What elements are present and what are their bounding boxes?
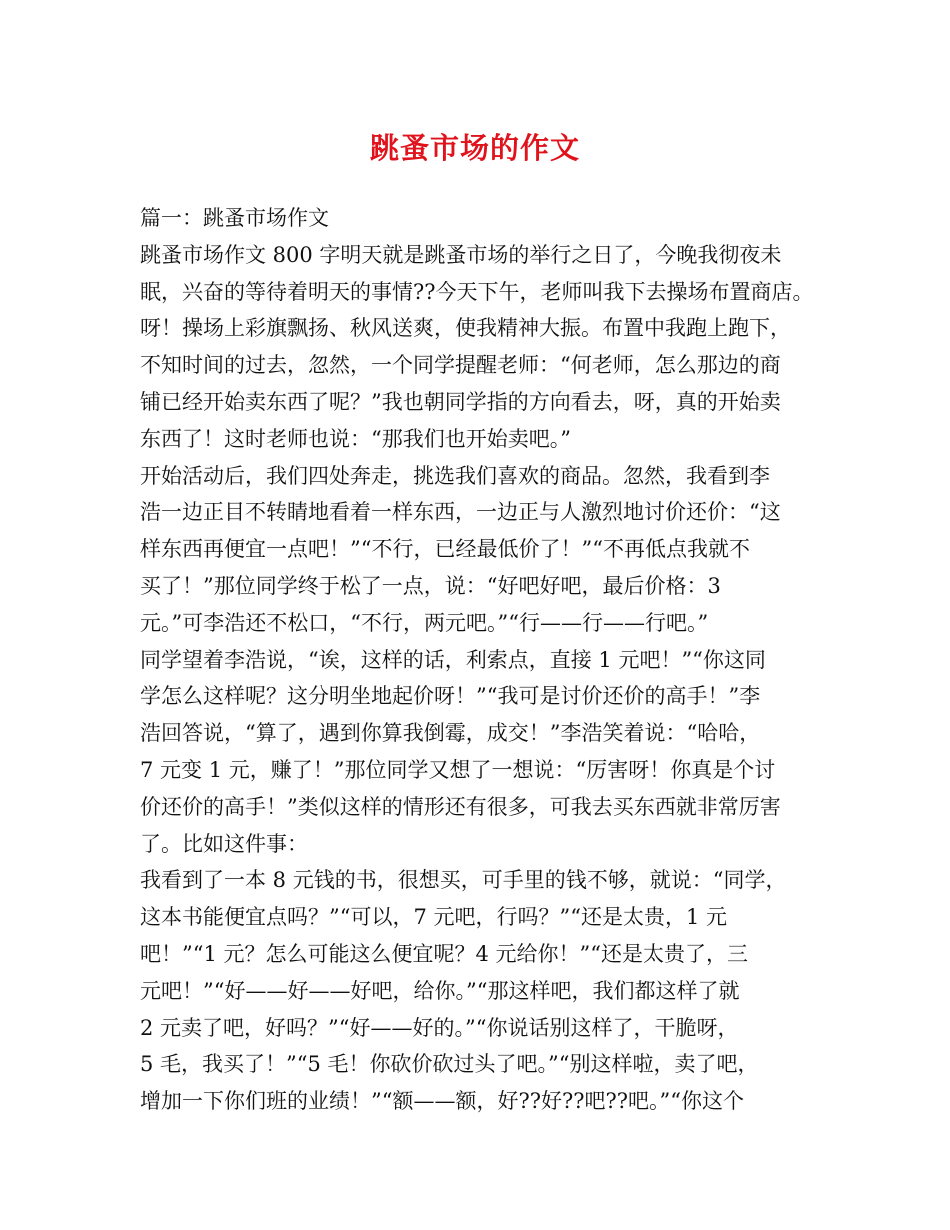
text-line: 5 毛，我买了！”“5 毛！你砍价砍过头了吧。”“别这样啦，卖了吧， bbox=[140, 1052, 759, 1077]
paragraph-lines bbox=[140, 237, 816, 1120]
text-line: 价还价的高手！”类似这样的情形还有很多，可我去买东西就非常厉害 bbox=[140, 794, 781, 819]
text-line: 样东西再便宜一点吧！”“不行，已经最低价了！”“不再低点我就不 bbox=[140, 537, 750, 562]
section-heading: 篇一：跳蚤市场作文 bbox=[140, 206, 329, 230]
text-line: 浩回答说，“算了，遇到你算我倒霉，成交！”李浩笑着说：“哈哈， bbox=[140, 721, 761, 746]
text-line: 铺已经开始卖东西了呢？”我也朝同学指的方向看去，呀，真的开始卖 bbox=[140, 389, 781, 414]
text-line: 增加一下你们班的业绩！”“额——额，好??好??吧??吧。”“你这个 bbox=[140, 1089, 744, 1114]
document-body bbox=[140, 200, 816, 1120]
text-line: 买了！”那位同学终于松了一点，说：“好吧好吧，最后价格：3 bbox=[140, 573, 721, 598]
text-line: 2 元卖了吧，好吗？”“好——好的。”“你说话别这样了，干脆呀， bbox=[140, 1015, 739, 1040]
text-line: 元。”可李浩还不松口，“不行，两元吧。”“行——行——行吧。” bbox=[140, 610, 709, 635]
text-line: 东西了！这时老师也说：“那我们也开始卖吧。” bbox=[140, 426, 571, 451]
text-line: 不知时间的过去，忽然，一个同学提醒老师：“何老师，怎么那边的商 bbox=[140, 353, 781, 378]
text-line: 浩一边正目不转睛地看着一样东西，一边正与人激烈地讨价还价：“这 bbox=[140, 500, 781, 525]
text-line: 元吧！”“好——好——好吧，给你。”“那这样吧，我们都这样了就 bbox=[140, 978, 740, 1003]
text-line: 跳蚤市场作文 800 字明天就是跳蚤市场的举行之日了，今晚我彻夜未 bbox=[140, 242, 782, 267]
text-line: 同学望着李浩说，“诶，这样的话，利索点，直接 1 元吧！”“你这同 bbox=[140, 647, 766, 672]
text-line: 了。比如这件事： bbox=[140, 831, 308, 856]
text-line: 学怎么这样呢？这分明坐地起价呀！”“我可是讨价还价的高手！”李 bbox=[140, 684, 761, 709]
text-line: 开始活动后，我们四处奔走，挑选我们喜欢的商品。忽然，我看到李 bbox=[140, 463, 770, 488]
text-line: 我看到了一本 8 元钱的书，很想买，可手里的钱不够，就说：“同学， bbox=[140, 868, 787, 893]
text-line: 7 元变 1 元，赚了！”那位同学又想了一想说：“厉害呀！你真是个讨 bbox=[140, 757, 776, 782]
document-title: 跳蚤市场的作文 bbox=[369, 131, 580, 165]
text-line: 呀！操场上彩旗飘扬、秋风送爽，使我精神大振。布置中我跑上跑下， bbox=[140, 316, 791, 341]
text-line: 吧！”“1 元？怎么可能这么便宜呢？4 元给你！”“还是太贵了，三 bbox=[140, 941, 749, 966]
text-line: 眠，兴奋的等待着明天的事情??今天下午，老师叫我下去操场布置商店。 bbox=[140, 279, 814, 304]
text-line: 这本书能便宜点吗？”“可以，7 元吧，行吗？”“还是太贵，1 元 bbox=[140, 905, 728, 930]
